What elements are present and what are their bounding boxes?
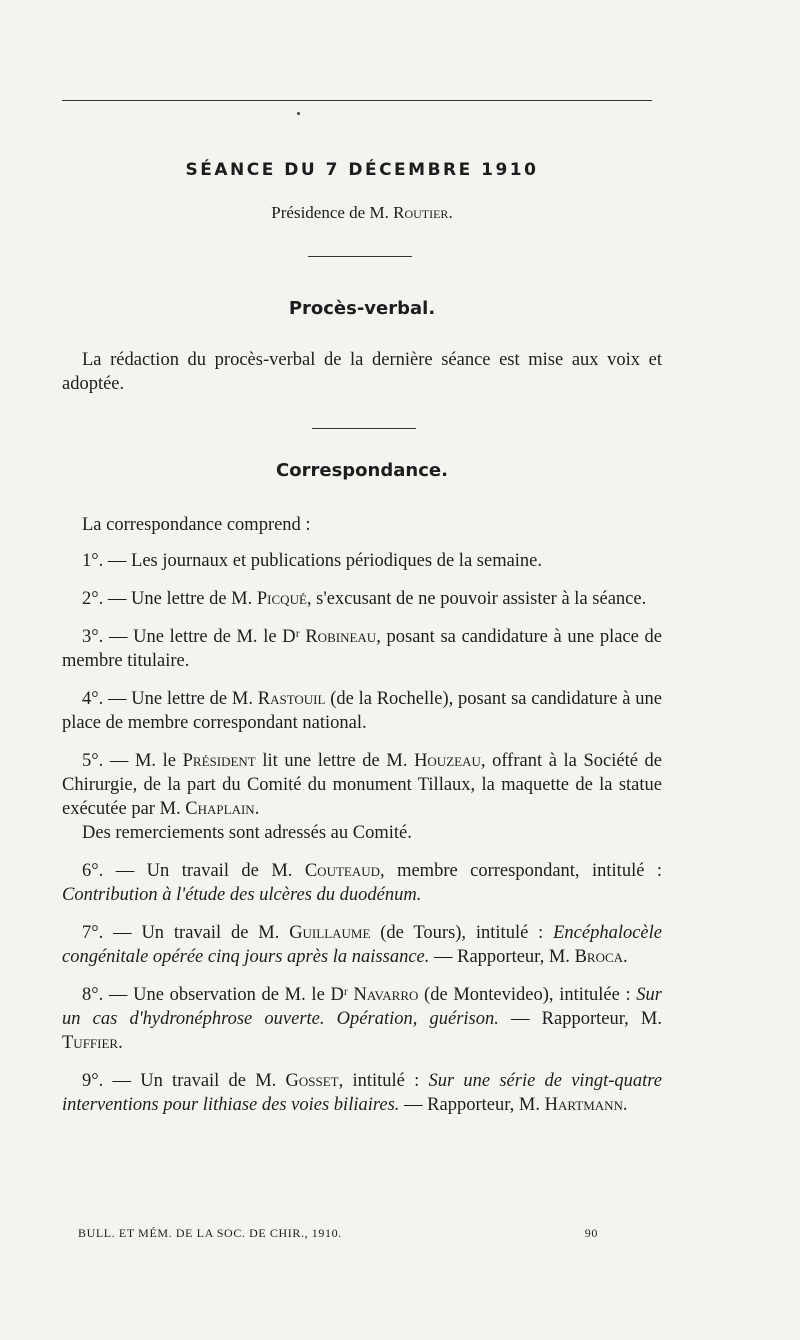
item-text: . [623, 947, 628, 967]
presidence-suffix: . [448, 203, 453, 222]
correspondance-item [62, 625, 662, 673]
correspondance-item [62, 549, 662, 573]
item-text: 2°. — Une lettre de M. [82, 589, 257, 609]
person-name: Guillaume [289, 923, 371, 943]
correspondance-item [62, 983, 662, 1055]
correspondance-item [62, 749, 662, 821]
person-name: Hartmann [544, 1095, 623, 1115]
person-name: Tuffier [62, 1033, 119, 1053]
separator-rule [312, 428, 416, 429]
item-text: — Rapporteur, M. [429, 947, 575, 967]
presidence-line [0, 203, 724, 223]
work-title: Sur un cas d'hydronéphrose ouverte. Opération, guérison. [62, 985, 662, 1029]
separator-rule [308, 256, 412, 257]
item-text: . [254, 799, 260, 819]
item-text: . [622, 1095, 628, 1115]
person-name: Broca [574, 947, 624, 967]
item-text: — Rapporteur, M. [399, 1095, 545, 1115]
person-name: Navarro [353, 985, 419, 1005]
person-name: Gosset [285, 1071, 339, 1091]
correspondance-item [62, 921, 662, 969]
item-text: , membre correspondant, intitulé : [380, 861, 662, 881]
correspondance-item [62, 687, 662, 735]
work-title: Encéphalocèle congénitale opérée cinq jours après la naissance. [62, 923, 662, 967]
item-text: . [118, 1033, 123, 1053]
seance-title: SÉANCE DU 7 DÉCEMBRE 1910 [185, 160, 539, 180]
president-name: Routier [393, 203, 449, 222]
page-footer [78, 1226, 598, 1241]
item-text: , intitulé : [338, 1071, 429, 1091]
correspondance-list [62, 549, 662, 1117]
item-text: Des remerciements sont adressés au Comité. [82, 823, 412, 843]
page-number: 90 [584, 1226, 598, 1240]
person-name: Rastouil [257, 689, 326, 709]
item-text: 8°. — Une observation de M. le Dʳ [82, 985, 354, 1005]
item-text: 1°. — Les journaux et publications périodiques de la semaine. [82, 551, 543, 571]
work-title: Contribution à l'étude des ulcères du duodénum. [62, 885, 422, 905]
correspondance-item [62, 859, 662, 907]
presidence-prefix: Présidence de M. [271, 203, 394, 222]
person-name: Président [182, 751, 256, 771]
item-text: , offrant à la Société de Chirurgie, de la part du Comité du monument Tillaux, la maquette de la statue exécutée par M. [62, 751, 662, 819]
person-name: Chaplain [185, 799, 255, 819]
person-name: Houzeau [414, 751, 481, 771]
item-text: 3°. — Une lettre de M. le Dʳ [82, 627, 306, 647]
ink-dot [297, 112, 300, 115]
item-text: , posant sa candidature à une place de membre titulaire. [62, 627, 662, 671]
item-text: (de Montevideo), intitulée : [418, 985, 637, 1005]
proces-verbal-heading: Procès-verbal. [288, 298, 436, 319]
correspondance-heading: Correspondance. [276, 460, 448, 481]
item-text: 7°. — Un travail de M. [82, 923, 290, 943]
proces-verbal-paragraph: La rédaction du procès-verbal de la dernière séance est mise aux voix et adoptée. [62, 350, 662, 394]
footer-journal: BULL. ET MÉM. DE LA SOC. DE CHIR., 1910. [78, 1226, 342, 1240]
work-title: Sur une série de vingt-quatre interventions pour lithiase des voies biliaires. [62, 1071, 662, 1115]
person-name: Couteaud [304, 861, 381, 881]
correspondance-body [62, 513, 662, 1131]
person-name: Picqué [256, 589, 307, 609]
item-text: , s'excusant de ne pouvoir assister à la séance. [306, 589, 647, 609]
correspondance-item [62, 587, 662, 611]
item-text: 9°. — Un travail de M. [82, 1071, 286, 1091]
item-text: 4°. — Une lettre de M. [82, 689, 258, 709]
item-text: 5°. — M. le [82, 751, 183, 771]
item-text: 6°. — Un travail de M. [82, 861, 305, 881]
person-name: Robineau [305, 627, 377, 647]
correspondance-item [62, 821, 662, 845]
item-text: lit une lettre de M. [255, 751, 415, 771]
top-rule [62, 100, 652, 101]
item-text: (de la Rochelle), posant sa candidature à une place de membre correspondant national. [62, 689, 662, 733]
proces-verbal-text [62, 348, 662, 396]
item-text: — Rapporteur, M. [498, 1009, 663, 1029]
item-text: (de Tours), intitulé : [370, 923, 554, 943]
correspondance-item [62, 1069, 662, 1117]
correspondance-intro: La correspondance comprend : [82, 515, 311, 535]
